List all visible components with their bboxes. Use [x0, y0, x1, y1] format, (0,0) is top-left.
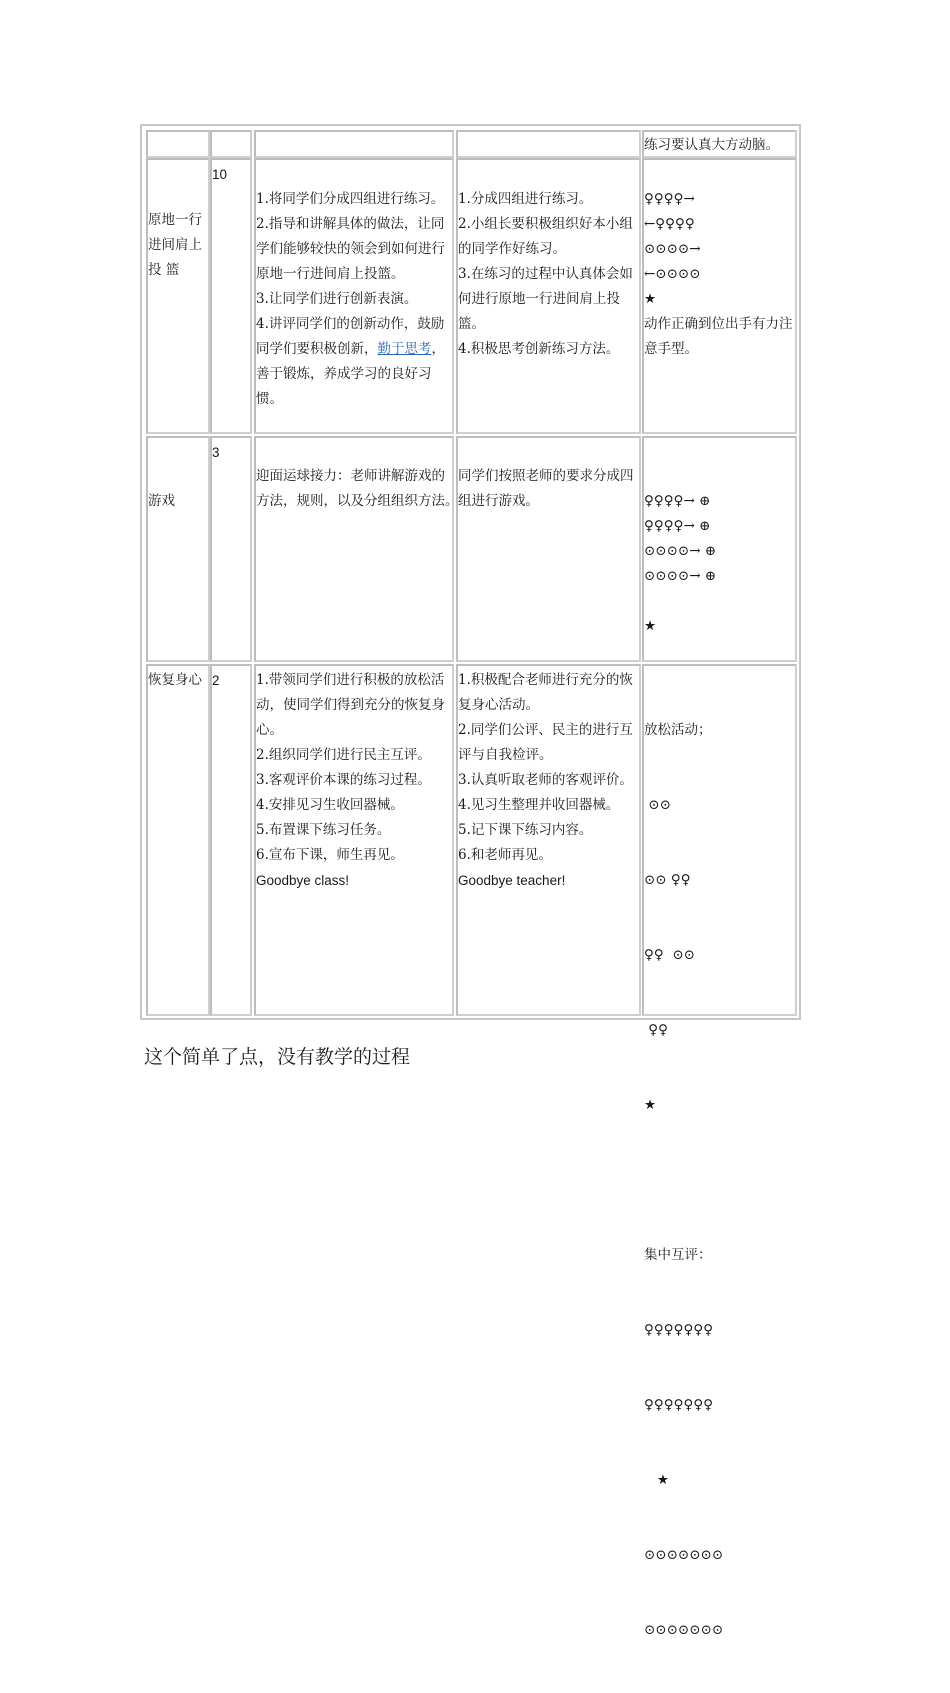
teacher-line: 4.讲评同学们的创新动作，鼓励	[256, 316, 445, 332]
teacher-line: 2.组织同学们进行民主互评。	[256, 747, 431, 763]
teacher-line: 1.带领同学们进行积极的放松活	[256, 672, 445, 688]
student-line: 4.积极思考创新练习方法。	[458, 341, 620, 357]
student-line: 6.和老师再见。	[458, 847, 552, 863]
row3-time-cell	[210, 664, 252, 1016]
org-line: 放松活动；	[644, 722, 712, 738]
teacher-line: 原地一行进间肩上投篮。	[256, 266, 405, 282]
row3-student-cell	[456, 664, 641, 1016]
student-line: 何进行原地一行进间肩上投	[458, 291, 620, 307]
teacher-line: 4.安排见习生收回器械。	[256, 797, 404, 813]
org-line: ⊙⊙⊙⊙⊙⊙⊙	[644, 1547, 724, 1563]
time-value: 10	[212, 167, 228, 182]
org-line: 练习要认真大方动脑。	[644, 137, 779, 153]
org-line: ⊙⊙⊙⊙→ ⊕	[644, 568, 717, 584]
row2-time-cell	[210, 436, 252, 662]
star-icon: ★	[644, 1097, 657, 1113]
footer-note: 这个简单了点，没有教学的过程	[144, 1046, 411, 1068]
student-line: 1.积极配合老师进行充分的恢	[458, 672, 633, 688]
row0-name-cell	[146, 130, 210, 158]
student-line: 3.在练习的过程中认真体会如	[458, 266, 633, 282]
org-line: ♀♀♀♀→ ⊕	[644, 493, 711, 509]
row2-student-cell	[456, 436, 641, 662]
row0-org-cell	[642, 130, 797, 158]
star-icon: ★	[644, 618, 657, 634]
teacher-line: 惯。	[256, 391, 283, 407]
student-line: 5.记下课下练习内容。	[458, 822, 593, 838]
student-line: 篮。	[458, 316, 485, 332]
teacher-line: 5.布置课下练习任务。	[256, 822, 391, 838]
org-line: ⊙⊙⊙⊙→	[644, 241, 701, 257]
teacher-text: ，	[431, 341, 445, 357]
teacher-line: 2.指导和讲解具体的做法，让同	[256, 216, 445, 232]
org-line: ♀♀♀♀♀♀♀	[644, 1397, 714, 1413]
teacher-line: 心。	[256, 722, 283, 738]
student-line: 同学们按照老师的要求分成四	[458, 468, 634, 484]
time-value: 2	[212, 673, 220, 688]
row2-name-cell	[146, 436, 210, 662]
org-line: ←♀♀♀♀	[644, 216, 695, 232]
teacher-line: Goodbye class!	[256, 873, 350, 888]
row1-time-cell	[210, 158, 252, 434]
row3-name-cell	[146, 664, 210, 1016]
org-line: ♀♀♀♀→	[644, 191, 695, 207]
student-line: 2.同学们公评、民主的进行互	[458, 722, 633, 738]
student-line: 复身心活动。	[458, 697, 539, 713]
row1-teacher-cell	[254, 158, 454, 434]
org-line: ♀♀	[644, 1022, 669, 1038]
student-line: 组进行游戏。	[458, 493, 539, 509]
time-value: 3	[212, 445, 220, 460]
teacher-text: 同学们要积极创新，	[256, 341, 378, 357]
teacher-line: 1.将同学们分成四组进行练习。	[256, 191, 445, 207]
student-line: 2.小组长要积极组织好本小组	[458, 216, 633, 232]
teacher-line: 动，使同学们得到充分的恢复身	[256, 697, 445, 713]
student-line: 评与自我检评。	[458, 747, 553, 763]
thinking-link[interactable]: 勤于思考	[377, 341, 432, 357]
student-line: 3.认真听取老师的客观评价。	[458, 772, 633, 788]
student-line: Goodbye teacher!	[458, 873, 566, 888]
org-line	[644, 589, 795, 614]
org-line: ♀♀♀♀→ ⊕	[644, 518, 711, 534]
org-line: 意手型。	[644, 341, 698, 357]
section-name: 进间肩上	[148, 237, 202, 253]
teacher-line: 6.宣布下课，师生再见。	[256, 847, 404, 863]
row3-org-cell	[642, 664, 797, 1638]
teacher-line: 善于锻炼，养成学习的良好习	[256, 366, 432, 382]
row3-teacher-cell	[254, 664, 454, 1016]
row0-teacher-cell	[254, 130, 454, 158]
org-line: ←⊙⊙⊙⊙	[644, 266, 701, 282]
row1-org-cell	[642, 158, 797, 434]
row0-student-cell	[456, 130, 641, 158]
org-line: 集中互评：	[644, 1247, 712, 1263]
org-line: ⊙⊙	[644, 797, 671, 813]
org-line: ⊙⊙⊙⊙⊙⊙⊙	[644, 1622, 724, 1638]
section-name: 原地一行	[148, 212, 202, 228]
row2-teacher-cell	[254, 436, 459, 662]
teacher-line: 迎面运球接力：老师讲解游戏的	[256, 468, 445, 484]
teacher-line: 3.让同学们进行创新表演。	[256, 291, 418, 307]
student-line: 1.分成四组进行练习。	[458, 191, 593, 207]
row1-name-cell	[146, 158, 210, 434]
org-line	[644, 1168, 795, 1193]
section-name: 投 篮	[148, 262, 180, 278]
org-line: 动作正确到位出手有力注	[644, 316, 793, 332]
student-line: 4.见习生整理并收回器械。	[458, 797, 620, 813]
org-line: ⊙⊙ ♀♀	[644, 872, 691, 888]
row2-org-cell	[642, 436, 797, 662]
teacher-line: 学们能够较快的领会到如何进行	[256, 241, 445, 257]
org-line: ♀♀ ⊙⊙	[644, 947, 695, 963]
row1-student-cell	[456, 158, 641, 434]
row0-time-cell	[210, 130, 252, 158]
student-line: 的同学作好练习。	[458, 241, 566, 257]
star-icon: ★	[644, 1472, 669, 1488]
org-line: ♀♀♀♀♀♀♀	[644, 1322, 714, 1338]
star-icon: ★	[644, 291, 657, 307]
section-name: 恢复身心	[148, 672, 202, 688]
org-line: ⊙⊙⊙⊙→ ⊕	[644, 543, 717, 559]
teacher-line: 3.客观评价本课的练习过程。	[256, 772, 431, 788]
teacher-line: 方法，规则，以及分组组织方法。	[256, 493, 459, 509]
teacher-line	[256, 337, 452, 362]
section-name: 游戏	[148, 493, 175, 509]
